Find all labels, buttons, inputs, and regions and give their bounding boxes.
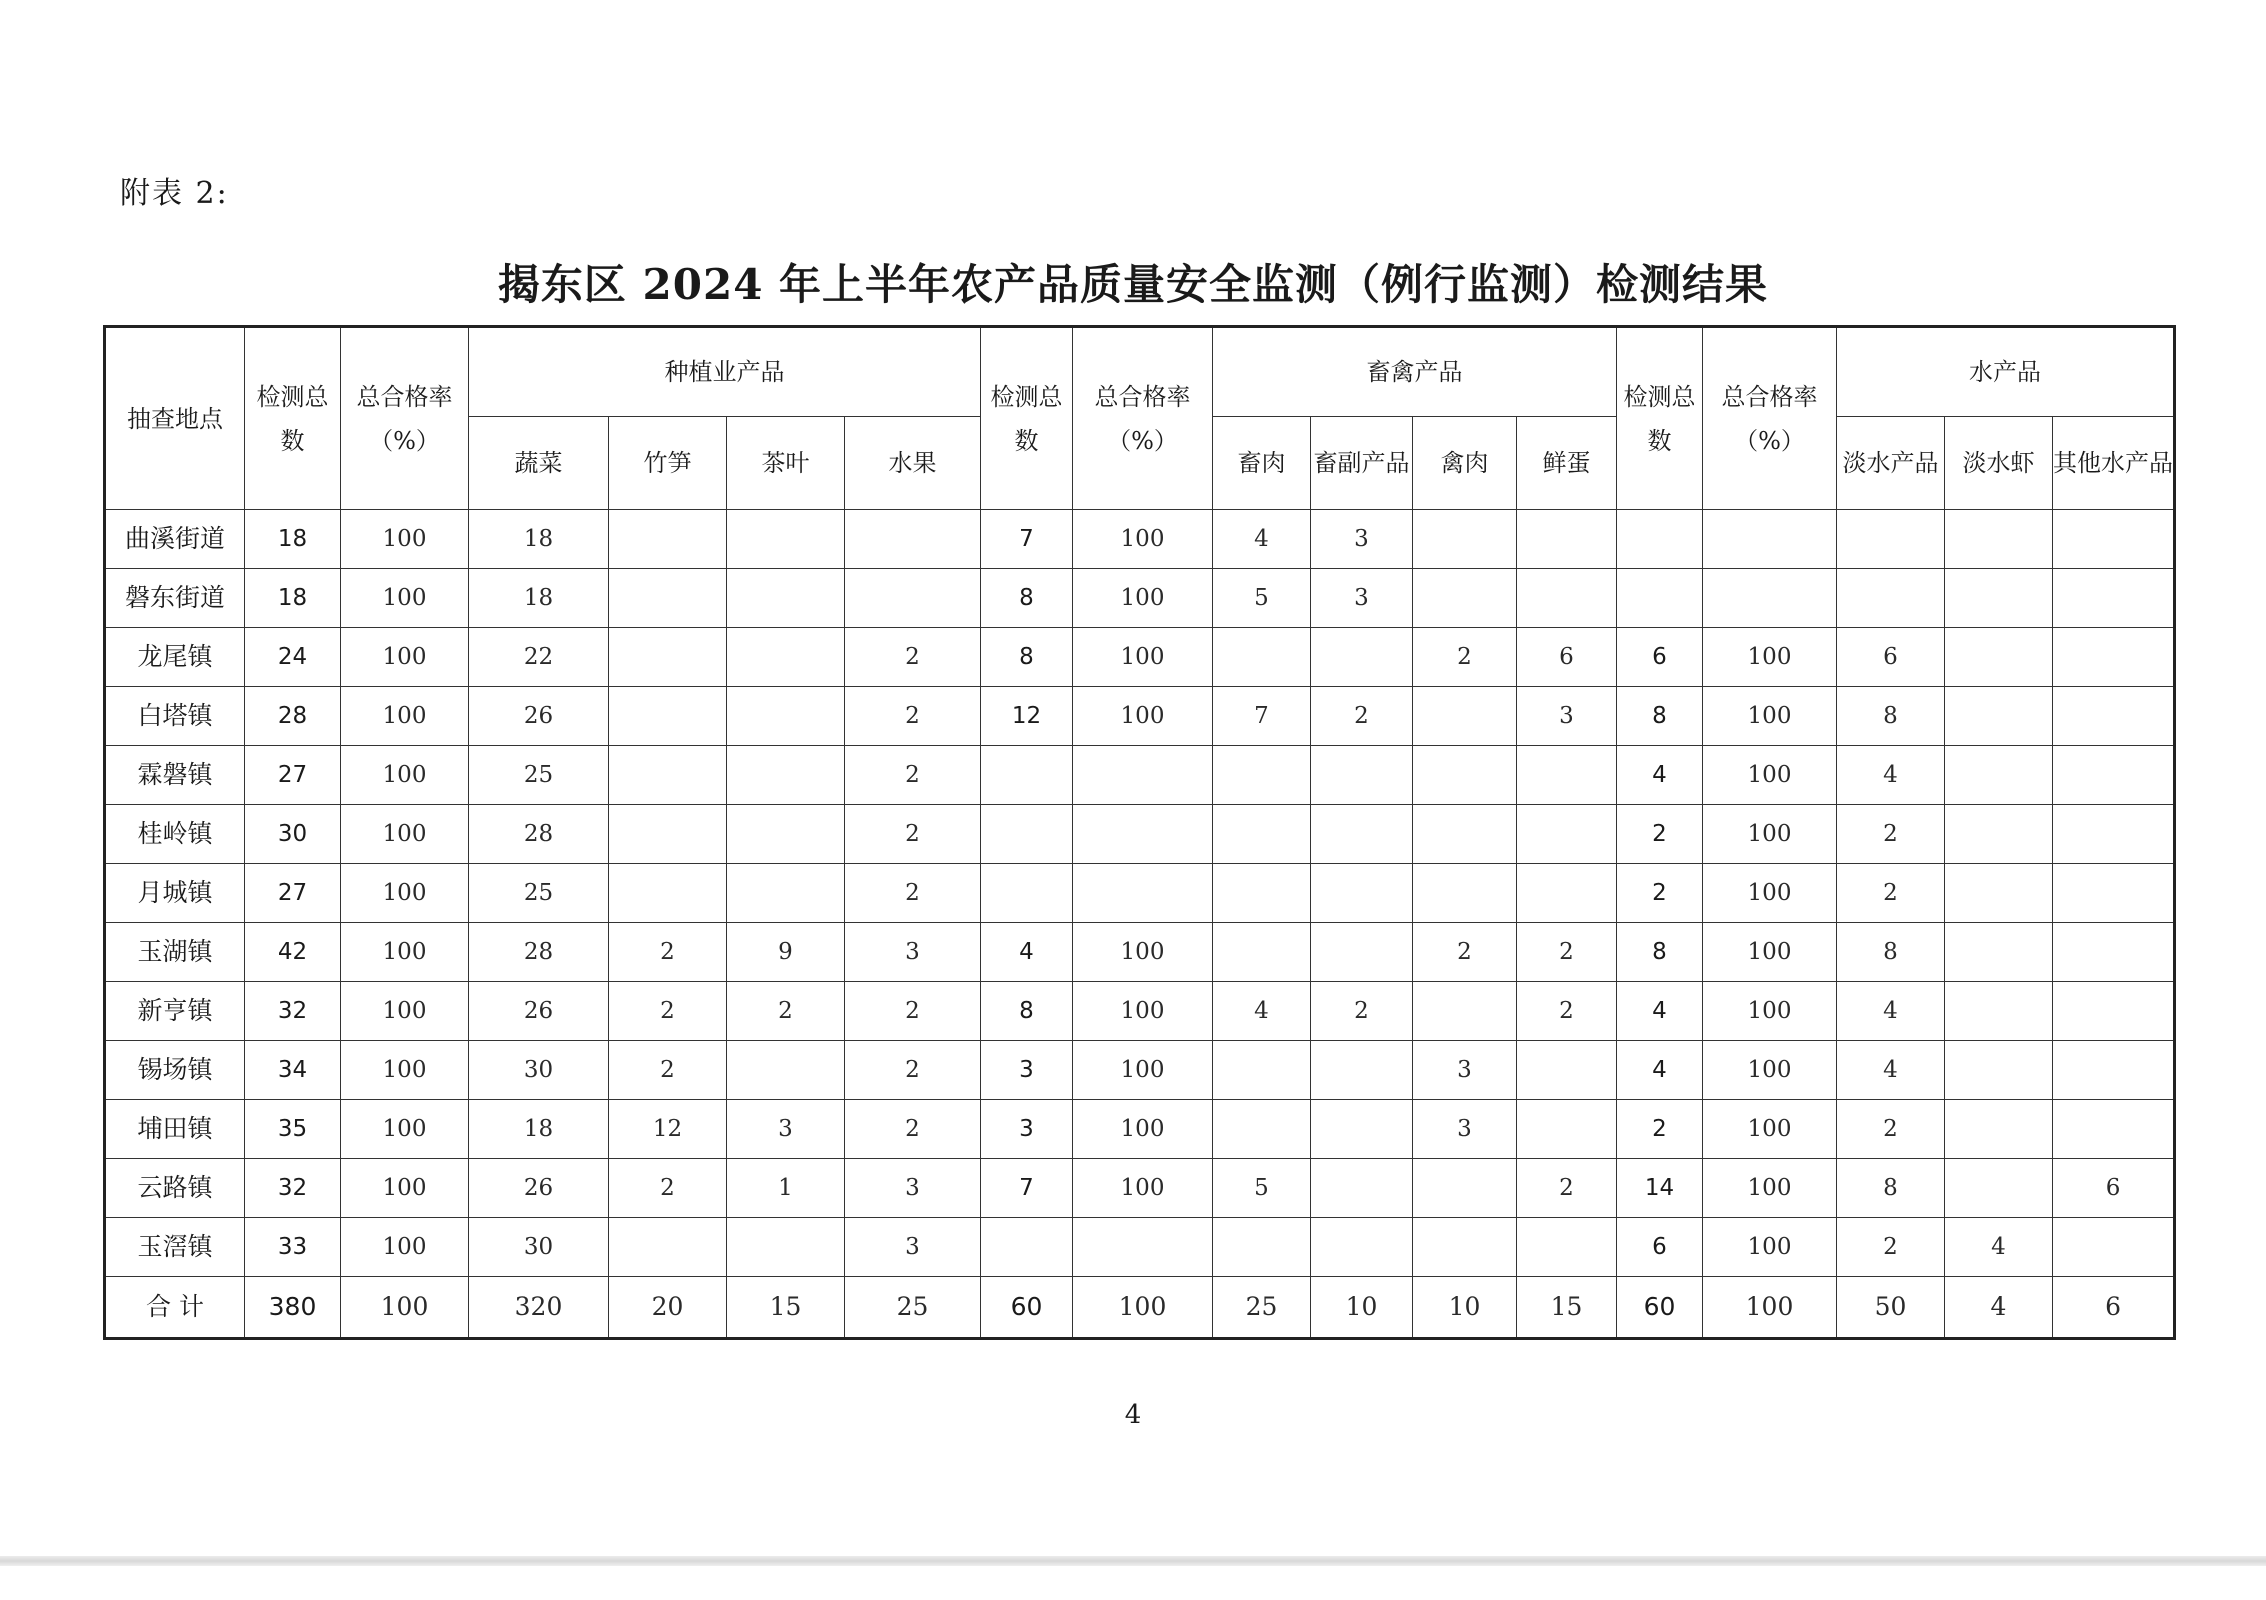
cell-p-total: 35 [245, 1100, 341, 1159]
cell-veg: 18 [469, 1100, 609, 1159]
cell-a-total: 14 [1617, 1159, 1703, 1218]
cell-egg [1517, 1218, 1617, 1277]
cell-bamboo: 20 [609, 1277, 727, 1339]
cell-l-total [981, 1218, 1073, 1277]
cell-a-rate [1703, 569, 1837, 628]
cell-bamboo [609, 687, 727, 746]
header-livestock-rate: 总合格率（%） [1073, 327, 1213, 510]
cell-p-total: 27 [245, 864, 341, 923]
header-livestock-group: 畜禽产品 [1213, 327, 1617, 417]
cell-a-total: 6 [1617, 1218, 1703, 1277]
cell-p-rate: 100 [341, 746, 469, 805]
cell-other [2053, 687, 2175, 746]
document-title: 揭东区 2024 年上半年农产品质量安全监测（例行监测）检测结果 [497, 260, 1769, 309]
cell-loc: 月城镇 [105, 864, 245, 923]
cell-tea [727, 746, 845, 805]
cell-poultry [1413, 1159, 1517, 1218]
cell-poultry [1413, 510, 1517, 569]
cell-tea: 9 [727, 923, 845, 982]
cell-meat [1213, 628, 1311, 687]
cell-tea [727, 628, 845, 687]
cell-shrimp [1945, 864, 2053, 923]
cell-l-total: 8 [981, 628, 1073, 687]
cell-veg: 320 [469, 1277, 609, 1339]
cell-other [2053, 1100, 2175, 1159]
cell-fw: 4 [1837, 982, 1945, 1041]
cell-fw: 4 [1837, 1041, 1945, 1100]
cell-fruit: 3 [845, 923, 981, 982]
cell-other [2053, 1218, 2175, 1277]
cell-fw: 6 [1837, 628, 1945, 687]
cell-a-total: 4 [1617, 1041, 1703, 1100]
cell-a-rate: 100 [1703, 982, 1837, 1041]
cell-tea [727, 864, 845, 923]
cell-meat: 4 [1213, 510, 1311, 569]
cell-l-rate [1073, 805, 1213, 864]
cell-shrimp [1945, 746, 2053, 805]
header-freshwater: 淡水产品 [1837, 417, 1945, 510]
table-row [105, 982, 2175, 1041]
table-row [105, 1041, 2175, 1100]
cell-a-rate: 100 [1703, 1159, 1837, 1218]
table-row [105, 569, 2175, 628]
cell-bamboo: 2 [609, 1159, 727, 1218]
cell-bamboo [609, 510, 727, 569]
cell-byprod [1311, 923, 1413, 982]
cell-egg: 6 [1517, 628, 1617, 687]
cell-shrimp [1945, 628, 2053, 687]
cell-shrimp [1945, 1100, 2053, 1159]
cell-l-rate: 100 [1073, 1159, 1213, 1218]
cell-egg [1517, 1100, 1617, 1159]
cell-l-rate: 100 [1073, 510, 1213, 569]
cell-veg: 26 [469, 1159, 609, 1218]
table-row [105, 1218, 2175, 1277]
cell-a-total: 2 [1617, 1100, 1703, 1159]
cell-tea [727, 510, 845, 569]
cell-tea: 1 [727, 1159, 845, 1218]
cell-shrimp [1945, 687, 2053, 746]
cell-l-rate: 100 [1073, 982, 1213, 1041]
cell-p-rate: 100 [341, 1100, 469, 1159]
total-row [105, 1277, 2175, 1339]
cell-bamboo: 12 [609, 1100, 727, 1159]
header-aquatic-rate: 总合格率（%） [1703, 327, 1837, 510]
cell-egg: 15 [1517, 1277, 1617, 1339]
cell-l-total: 8 [981, 569, 1073, 628]
header-other-aquatic: 其他水产品 [2053, 417, 2175, 510]
cell-bamboo: 2 [609, 923, 727, 982]
cell-fruit: 2 [845, 628, 981, 687]
cell-a-total: 6 [1617, 628, 1703, 687]
cell-meat: 5 [1213, 1159, 1311, 1218]
cell-a-rate: 100 [1703, 1218, 1837, 1277]
header-meat: 畜肉 [1213, 417, 1311, 510]
cell-egg [1517, 805, 1617, 864]
cell-poultry: 2 [1413, 923, 1517, 982]
header-planting-count: 检测总数 [245, 327, 341, 510]
cell-fw: 2 [1837, 1218, 1945, 1277]
cell-l-total: 8 [981, 982, 1073, 1041]
cell-fw [1837, 510, 1945, 569]
cell-p-total: 32 [245, 1159, 341, 1218]
cell-l-total [981, 805, 1073, 864]
cell-other [2053, 982, 2175, 1041]
cell-l-rate: 100 [1073, 923, 1213, 982]
cell-fruit: 2 [845, 864, 981, 923]
cell-p-total: 33 [245, 1218, 341, 1277]
cell-meat [1213, 1041, 1311, 1100]
cell-bamboo [609, 569, 727, 628]
table-body [105, 510, 2175, 1339]
cell-loc: 玉滘镇 [105, 1218, 245, 1277]
cell-l-total: 4 [981, 923, 1073, 982]
cell-egg: 2 [1517, 982, 1617, 1041]
cell-meat [1213, 1218, 1311, 1277]
cell-other [2053, 923, 2175, 982]
cell-veg: 26 [469, 982, 609, 1041]
cell-other [2053, 805, 2175, 864]
cell-loc: 新亨镇 [105, 982, 245, 1041]
cell-bamboo: 2 [609, 1041, 727, 1100]
header-fruit: 水果 [845, 417, 981, 510]
cell-other [2053, 864, 2175, 923]
cell-l-total [981, 746, 1073, 805]
cell-egg: 2 [1517, 923, 1617, 982]
cell-loc: 锡场镇 [105, 1041, 245, 1100]
table-row [105, 510, 2175, 569]
cell-p-total: 380 [245, 1277, 341, 1339]
cell-l-total: 7 [981, 510, 1073, 569]
cell-other: 6 [2053, 1159, 2175, 1218]
cell-byprod: 3 [1311, 569, 1413, 628]
cell-fruit [845, 510, 981, 569]
cell-poultry [1413, 805, 1517, 864]
cell-fruit [845, 569, 981, 628]
cell-bamboo [609, 805, 727, 864]
results-table-container [103, 325, 2173, 1340]
cell-l-total: 3 [981, 1100, 1073, 1159]
cell-egg [1517, 746, 1617, 805]
cell-loc: 曲溪街道 [105, 510, 245, 569]
cell-poultry: 10 [1413, 1277, 1517, 1339]
cell-p-rate: 100 [341, 864, 469, 923]
cell-loc: 霖磐镇 [105, 746, 245, 805]
header-location: 抽查地点 [105, 327, 245, 510]
cell-l-total: 12 [981, 687, 1073, 746]
cell-loc: 云路镇 [105, 1159, 245, 1218]
cell-bamboo [609, 746, 727, 805]
table-row [105, 1100, 2175, 1159]
cell-byprod [1311, 1100, 1413, 1159]
cell-a-total: 2 [1617, 805, 1703, 864]
cell-veg: 28 [469, 805, 609, 864]
cell-fw: 50 [1837, 1277, 1945, 1339]
cell-byprod [1311, 1218, 1413, 1277]
cell-a-total [1617, 510, 1703, 569]
cell-fruit: 3 [845, 1218, 981, 1277]
cell-loc: 白塔镇 [105, 687, 245, 746]
cell-meat: 7 [1213, 687, 1311, 746]
cell-meat: 25 [1213, 1277, 1311, 1339]
cell-fruit: 2 [845, 687, 981, 746]
cell-tea: 3 [727, 1100, 845, 1159]
cell-fw: 4 [1837, 746, 1945, 805]
cell-tea [727, 805, 845, 864]
cell-p-rate: 100 [341, 982, 469, 1041]
table-row [105, 687, 2175, 746]
cell-l-rate: 100 [1073, 1277, 1213, 1339]
cell-p-rate: 100 [341, 510, 469, 569]
cell-l-rate: 100 [1073, 569, 1213, 628]
header-shrimp: 淡水虾 [1945, 417, 2053, 510]
header-vegetable: 蔬菜 [469, 417, 609, 510]
cell-shrimp: 4 [1945, 1277, 2053, 1339]
cell-p-rate: 100 [341, 1218, 469, 1277]
cell-l-rate [1073, 1218, 1213, 1277]
cell-shrimp [1945, 1159, 2053, 1218]
cell-l-rate: 100 [1073, 1041, 1213, 1100]
cell-fruit: 25 [845, 1277, 981, 1339]
cell-tea [727, 569, 845, 628]
cell-p-total: 18 [245, 510, 341, 569]
cell-fw: 8 [1837, 687, 1945, 746]
appendix-label: 附表 2: [120, 176, 229, 211]
cell-fw: 8 [1837, 923, 1945, 982]
cell-bamboo [609, 1218, 727, 1277]
cell-byprod [1311, 628, 1413, 687]
cell-shrimp [1945, 569, 2053, 628]
cell-fw: 8 [1837, 1159, 1945, 1218]
cell-byprod [1311, 746, 1413, 805]
cell-byprod: 2 [1311, 982, 1413, 1041]
cell-shrimp [1945, 1041, 2053, 1100]
scan-edge [0, 1556, 2266, 1566]
cell-egg: 2 [1517, 1159, 1617, 1218]
cell-poultry [1413, 687, 1517, 746]
cell-byprod [1311, 805, 1413, 864]
cell-poultry [1413, 864, 1517, 923]
cell-a-rate: 100 [1703, 1100, 1837, 1159]
cell-a-total: 8 [1617, 687, 1703, 746]
cell-shrimp [1945, 805, 2053, 864]
cell-p-total: 27 [245, 746, 341, 805]
cell-bamboo [609, 864, 727, 923]
table-row [105, 1159, 2175, 1218]
page-number: 4 [1124, 1400, 1142, 1430]
table-row [105, 805, 2175, 864]
cell-tea [727, 687, 845, 746]
cell-fw: 2 [1837, 1100, 1945, 1159]
cell-other [2053, 746, 2175, 805]
cell-other [2053, 1041, 2175, 1100]
cell-veg: 25 [469, 746, 609, 805]
cell-other [2053, 569, 2175, 628]
cell-fw: 2 [1837, 805, 1945, 864]
cell-loc: 玉湖镇 [105, 923, 245, 982]
cell-l-rate: 100 [1073, 1100, 1213, 1159]
cell-a-rate: 100 [1703, 805, 1837, 864]
header-aquatic-group: 水产品 [1837, 327, 2175, 417]
cell-other: 6 [2053, 1277, 2175, 1339]
results-table [103, 325, 2176, 1340]
table-row [105, 864, 2175, 923]
cell-p-total: 32 [245, 982, 341, 1041]
cell-l-total: 7 [981, 1159, 1073, 1218]
cell-egg [1517, 864, 1617, 923]
header-tea: 茶叶 [727, 417, 845, 510]
cell-loc: 桂岭镇 [105, 805, 245, 864]
cell-meat [1213, 1100, 1311, 1159]
cell-p-rate: 100 [341, 805, 469, 864]
cell-p-total: 34 [245, 1041, 341, 1100]
cell-meat: 5 [1213, 569, 1311, 628]
cell-meat [1213, 864, 1311, 923]
cell-l-total [981, 864, 1073, 923]
cell-byprod [1311, 864, 1413, 923]
cell-shrimp: 4 [1945, 1218, 2053, 1277]
cell-veg: 26 [469, 687, 609, 746]
cell-l-rate: 100 [1073, 628, 1213, 687]
cell-p-rate: 100 [341, 923, 469, 982]
cell-p-total: 42 [245, 923, 341, 982]
cell-l-rate: 100 [1073, 687, 1213, 746]
cell-fruit: 3 [845, 1159, 981, 1218]
cell-fruit: 2 [845, 982, 981, 1041]
cell-p-rate: 100 [341, 687, 469, 746]
cell-veg: 18 [469, 569, 609, 628]
cell-tea: 2 [727, 982, 845, 1041]
cell-a-rate [1703, 510, 1837, 569]
cell-loc: 磐东街道 [105, 569, 245, 628]
header-bamboo: 竹笋 [609, 417, 727, 510]
cell-a-rate: 100 [1703, 1277, 1837, 1339]
cell-a-total: 4 [1617, 746, 1703, 805]
cell-a-rate: 100 [1703, 687, 1837, 746]
cell-poultry [1413, 1218, 1517, 1277]
cell-fruit: 2 [845, 805, 981, 864]
cell-l-total: 60 [981, 1277, 1073, 1339]
cell-a-total: 8 [1617, 923, 1703, 982]
cell-veg: 22 [469, 628, 609, 687]
cell-meat [1213, 923, 1311, 982]
cell-fw [1837, 569, 1945, 628]
cell-fruit: 2 [845, 1041, 981, 1100]
cell-poultry [1413, 746, 1517, 805]
header-byproduct: 畜副产品 [1311, 417, 1413, 510]
cell-other [2053, 510, 2175, 569]
cell-egg [1517, 510, 1617, 569]
cell-shrimp [1945, 982, 2053, 1041]
cell-veg: 25 [469, 864, 609, 923]
cell-poultry: 3 [1413, 1041, 1517, 1100]
cell-veg: 18 [469, 510, 609, 569]
cell-fruit: 2 [845, 1100, 981, 1159]
cell-loc: 合 计 [105, 1277, 245, 1339]
header-planting-rate: 总合格率（%） [341, 327, 469, 510]
cell-veg: 30 [469, 1218, 609, 1277]
cell-meat: 4 [1213, 982, 1311, 1041]
cell-a-total: 2 [1617, 864, 1703, 923]
cell-poultry [1413, 569, 1517, 628]
cell-egg [1517, 1041, 1617, 1100]
header-livestock-count: 检测总数 [981, 327, 1073, 510]
cell-bamboo: 2 [609, 982, 727, 1041]
cell-meat [1213, 746, 1311, 805]
cell-l-rate [1073, 864, 1213, 923]
cell-other [2053, 628, 2175, 687]
cell-byprod: 10 [1311, 1277, 1413, 1339]
header-poultry: 禽肉 [1413, 417, 1517, 510]
cell-veg: 28 [469, 923, 609, 982]
cell-p-total: 30 [245, 805, 341, 864]
cell-poultry: 2 [1413, 628, 1517, 687]
cell-loc: 埔田镇 [105, 1100, 245, 1159]
cell-egg: 3 [1517, 687, 1617, 746]
cell-p-rate: 100 [341, 1041, 469, 1100]
cell-shrimp [1945, 923, 2053, 982]
table-row [105, 923, 2175, 982]
cell-a-rate: 100 [1703, 1041, 1837, 1100]
cell-a-total: 60 [1617, 1277, 1703, 1339]
cell-tea: 15 [727, 1277, 845, 1339]
cell-a-rate: 100 [1703, 628, 1837, 687]
cell-tea [727, 1041, 845, 1100]
cell-p-rate: 100 [341, 1159, 469, 1218]
cell-a-rate: 100 [1703, 746, 1837, 805]
cell-a-rate: 100 [1703, 864, 1837, 923]
cell-p-rate: 100 [341, 569, 469, 628]
cell-poultry: 3 [1413, 1100, 1517, 1159]
cell-bamboo [609, 628, 727, 687]
cell-p-total: 28 [245, 687, 341, 746]
cell-a-total [1617, 569, 1703, 628]
table-row [105, 746, 2175, 805]
cell-veg: 30 [469, 1041, 609, 1100]
cell-fruit: 2 [845, 746, 981, 805]
cell-l-total: 3 [981, 1041, 1073, 1100]
cell-egg [1517, 569, 1617, 628]
header-egg: 鲜蛋 [1517, 417, 1617, 510]
cell-a-rate: 100 [1703, 923, 1837, 982]
cell-a-total: 4 [1617, 982, 1703, 1041]
cell-byprod: 3 [1311, 510, 1413, 569]
cell-l-rate [1073, 746, 1213, 805]
cell-p-rate: 100 [341, 1277, 469, 1339]
cell-p-total: 24 [245, 628, 341, 687]
cell-poultry [1413, 982, 1517, 1041]
table-row [105, 628, 2175, 687]
cell-meat [1213, 805, 1311, 864]
cell-loc: 龙尾镇 [105, 628, 245, 687]
cell-byprod [1311, 1159, 1413, 1218]
cell-p-total: 18 [245, 569, 341, 628]
cell-byprod [1311, 1041, 1413, 1100]
cell-byprod: 2 [1311, 687, 1413, 746]
cell-shrimp [1945, 510, 2053, 569]
cell-p-rate: 100 [341, 628, 469, 687]
header-planting-group: 种植业产品 [469, 327, 981, 417]
cell-fw: 2 [1837, 864, 1945, 923]
header-aquatic-count: 检测总数 [1617, 327, 1703, 510]
cell-tea [727, 1218, 845, 1277]
